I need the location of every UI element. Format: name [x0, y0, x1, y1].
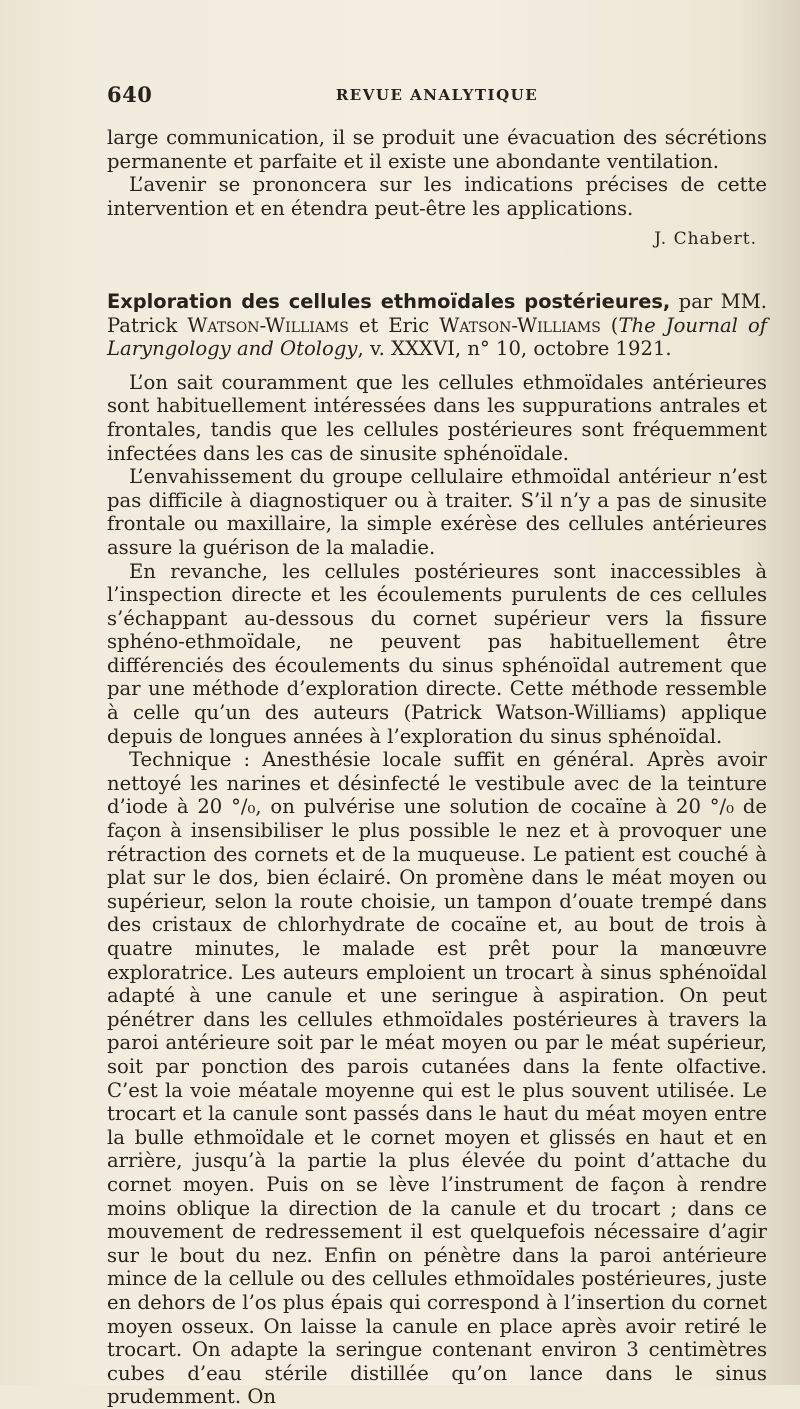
running-title: REVUE ANALYTIQUE: [335, 86, 539, 104]
article-paragraph: L’on sait couramment que les cellules ethmoïdales antérieures sont habituellement intéressées dans les suppurations antrales et frontales, tandis que les cellules postérieures sont fréquemment infectées dans les cas de sinusite sphénoïdale.: [107, 370, 767, 465]
journal-title: The Journal of Laryngology and Otology: [107, 313, 767, 361]
article-paragraph: En revanche, les cellules postérieures sont inaccessibles à l’inspection directe et les écoulements purulents de ces cellules s’échappant au-dessous du cornet supérieur vers la fissure sphéno-ethmoïdale, ne peuvent pas habituellement être différenciés des écoulements du sinus sphénoïdal autrement que par une méthode d’exploration directe. Cette méthode ressemble à celle qu’un des auteurs (Patrick Watson-Williams) applique depuis de longues années à l’exploration du sinus sphénoïdal.: [107, 559, 767, 748]
previous-article-paragraph: L’avenir se prononcera sur les indications précises de cette intervention et en étendra peut-être les applications.: [107, 173, 767, 220]
byline-text: par MM. Patrick: [107, 289, 767, 337]
page-header: [107, 82, 767, 112]
citation-details: , v. XXXVI, n° 10, octobre 1921.: [357, 337, 672, 361]
byline-text: et Eric: [348, 313, 440, 337]
author-name: Watson-Williams: [439, 313, 601, 337]
article-paragraph: Technique : Anesthésie locale suffit en général. Après avoir nettoyé les narines et désinfecté le vestibule avec de la teinture d’iode à 20 °/₀, on pulvérise une solution de cocaïne à 20 °/₀ de façon à insensibiliser le plus possible le nez et à provoquer une rétraction des cornets et de la muqueuse. Le patient est couché à plat sur le dos, bien éclairé. On promène dans le méat moyen ou supérieur, selon la route choisie, un tampon d’ouate trempé dans des cristaux de chlorhydrate de cocaïne et, au bout de trois à quatre minutes, le malade est prêt pour la manœuvre exploratrice. Les auteurs emploient un trocart à sinus sphénoïdal adapté à une canule et une seringue à aspiration. On peut pénétrer dans les cellules ethmoïdales postérieures à travers la paroi antérieure soit par le méat moyen ou par le méat supérieur, soit par ponction des parois cutanées dans la fente olfactive. C’est la voie méatale moyenne qui est le plus souvent utilisée. Le trocart et la canule sont passés dans le haut du méat moyen entre la bulle ethmoïdale et le cornet moyen et glissés en haut et en arrière, jusqu’à la partie la plus élevée du point d’attache du cornet moyen. Puis on se lève l’instrument de façon à rendre moins oblique la direction de la canule et du trocart ; dans ce mouvement de redressement il est quelquefois nécessaire d’agir sur le bout du nez. Enfin on pénètre dans la paroi antérieure mince de la cellule ou des cellules ethmoïdales postérieures, juste en dehors de l’os plus épais qui correspond à l’insertion du cornet moyen osseux. On laisse la canule en place après avoir retiré le trocart. On adapte la seringue contenant environ 3 centimètres cubes d’eau stérile distillée qu’on lance dans le sinus prudemment. On: [107, 748, 767, 1409]
previous-article-paragraph: large communication, il se produit une évacuation des sécrétions permanente et parfaite et il existe une abondante ventilation.: [107, 126, 767, 173]
article-paragraph: L’envahissement du groupe cellulaire ethmoïdal antérieur n’est pas difficile à diagnostiquer ou à traiter. S’il n’y a pas de sinusite frontale ou maxillaire, la simple exérèse des cellules antérieures assure la guérison de la maladie.: [107, 465, 767, 559]
page-body: [107, 126, 767, 1409]
byline-text: (: [600, 313, 619, 337]
page-number: 640: [107, 82, 153, 107]
previous-article-signature: J. Chabert.: [654, 229, 757, 250]
article-heading: [107, 290, 767, 361]
author-name: Watson-Williams: [187, 313, 349, 337]
article-title: Exploration des cellules ethmoïdales postérieures,: [107, 289, 671, 313]
